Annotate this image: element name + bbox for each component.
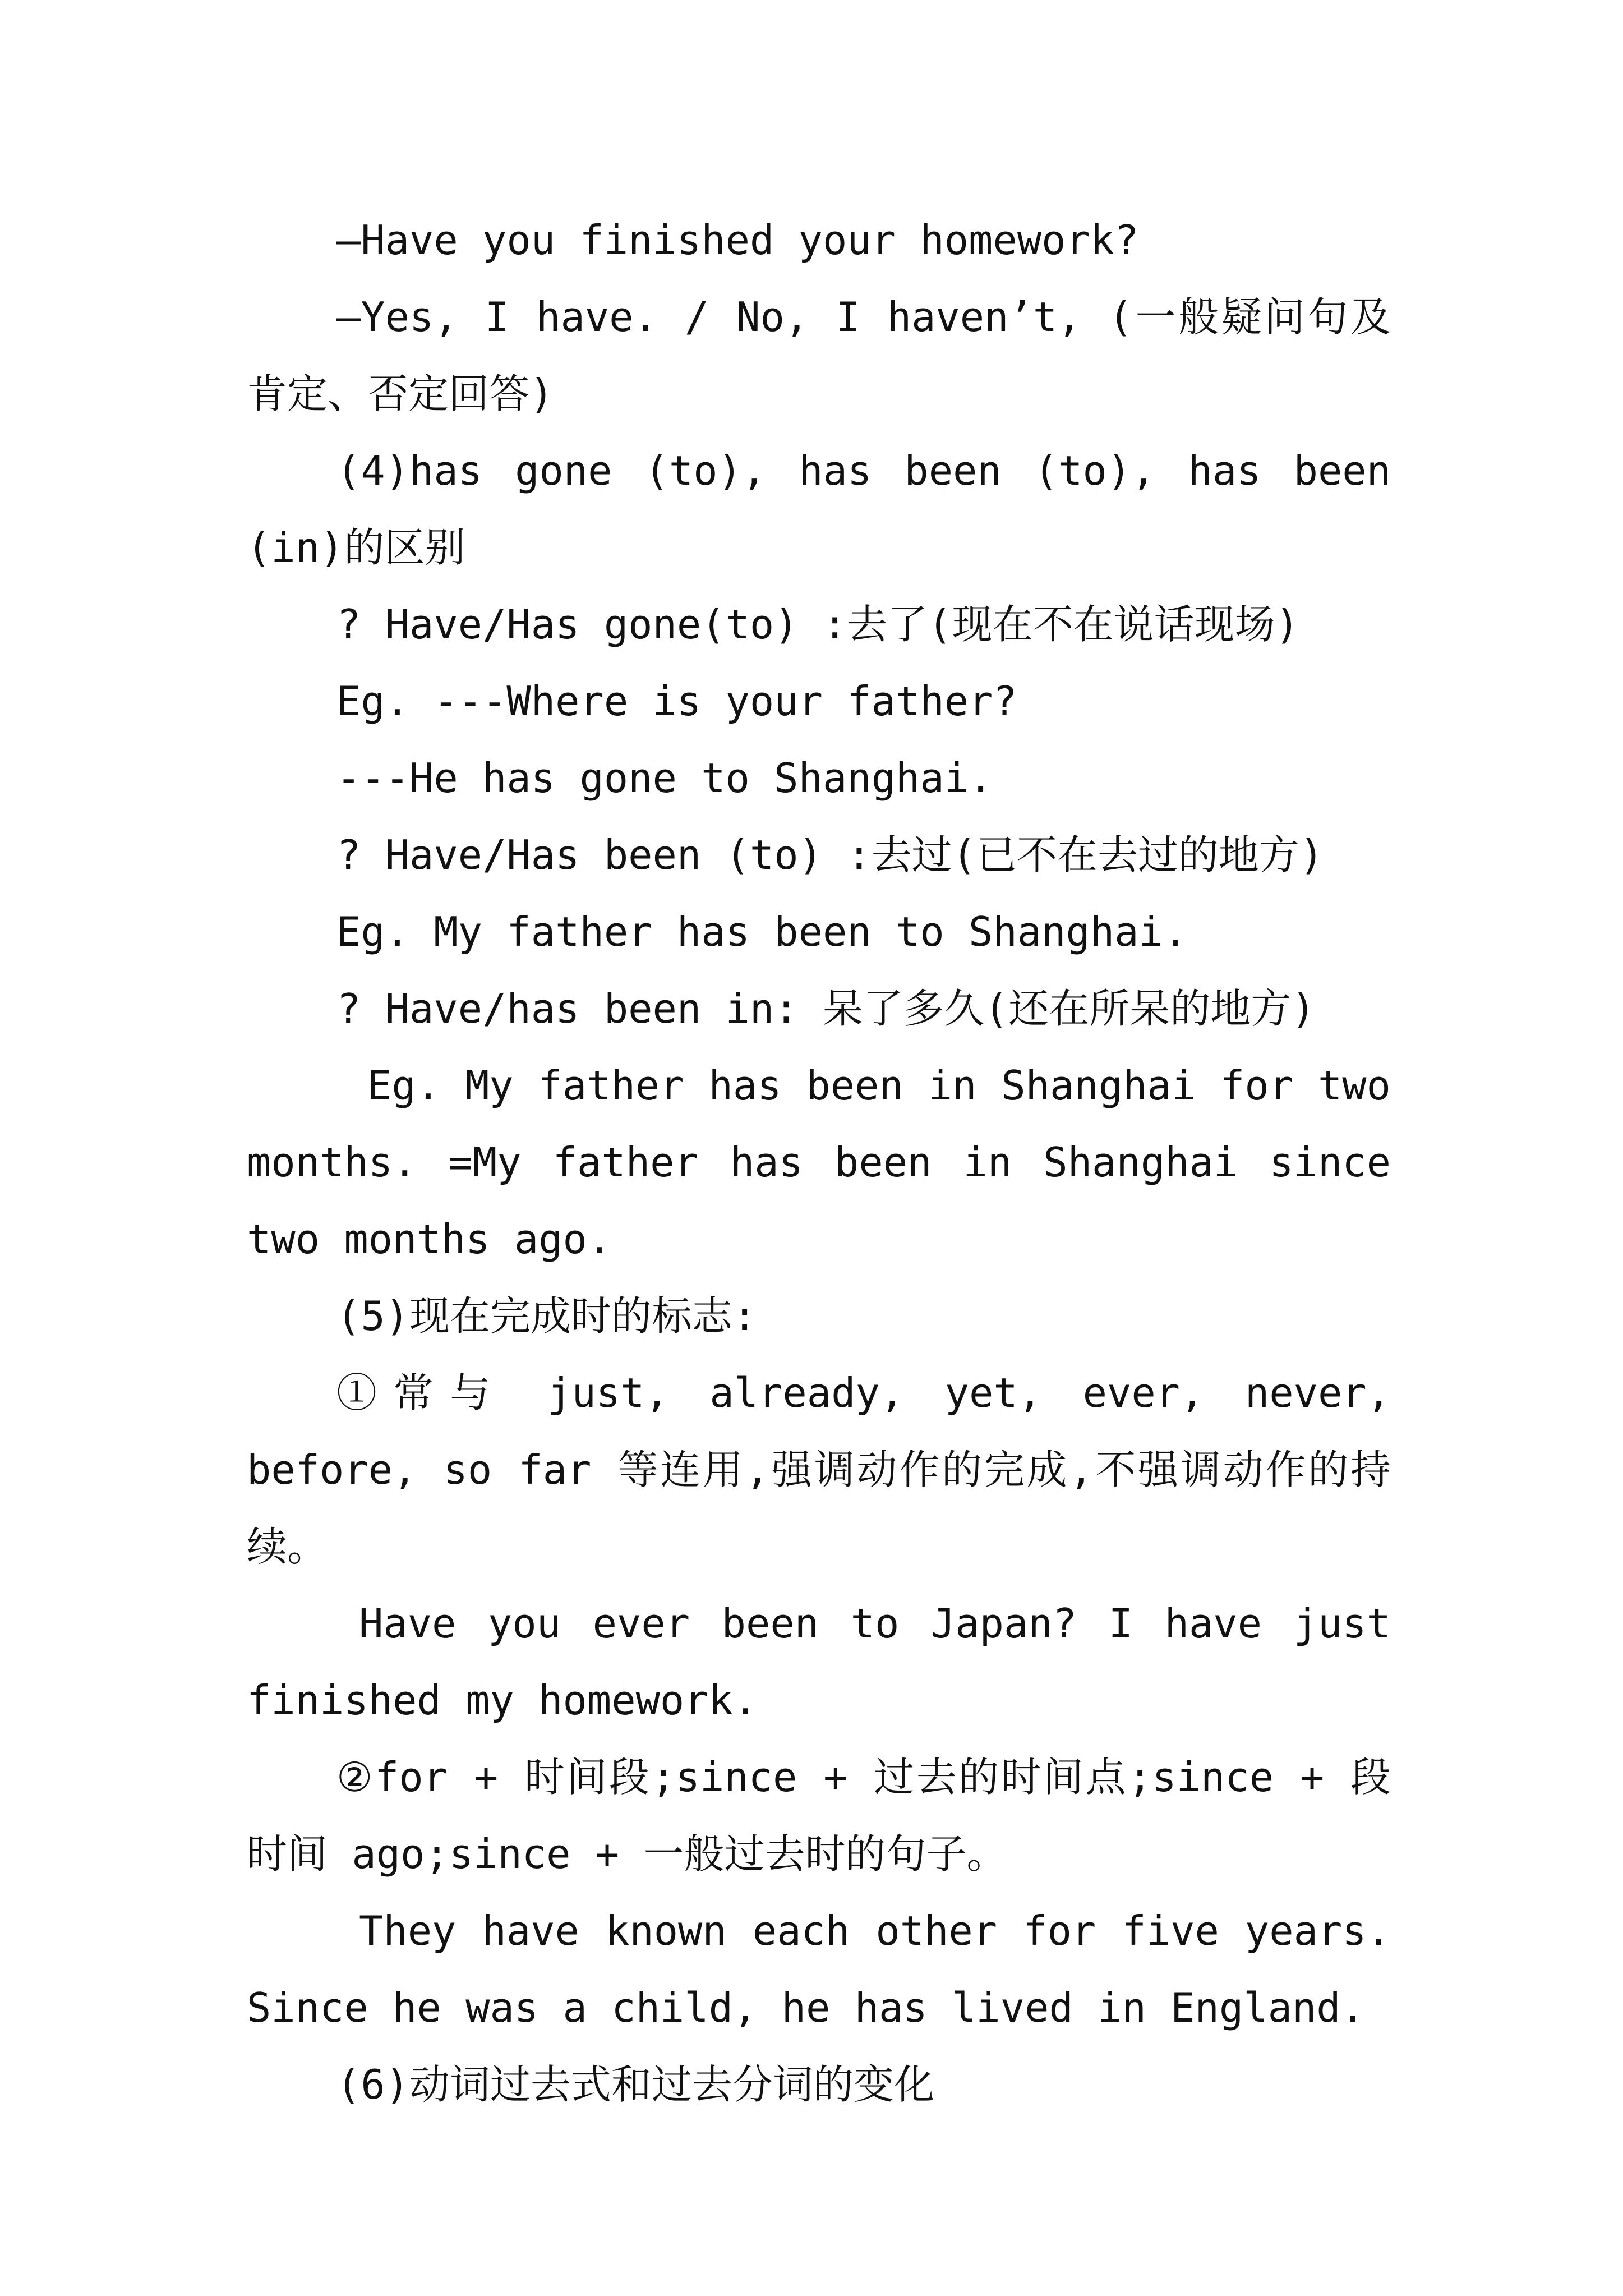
marker-rule-1: ①常与 just, already, yet, ever, never, before, so far 等连用,强调动作的完成,不强调动作的持续。 — [247, 1369, 1391, 1570]
section-4-heading: (4)has gone (to), has been (to), has been (in)的区别 — [247, 447, 1391, 571]
section-6-heading: (6)动词过去式和过去分词的变化 — [336, 2061, 935, 2108]
marker-rule-2-example: They have known each other for five years. Since he was a child, he has lived in England. — [247, 1907, 1391, 2031]
marker-rule-1-example: Have you ever been to Japan? I have just finished my homework. — [247, 1600, 1391, 1724]
document-page — [247, 202, 1391, 2123]
been-to-example: Eg. My father has been to Shanghai. — [336, 908, 1188, 955]
been-in-example: Eg. My father has been in Shanghai for two months. =My father has been in Shanghai since two months ago. — [247, 1062, 1391, 1263]
gone-to-rule: ? Have/Has gone(to) :去了(现在不在说话现场) — [336, 601, 1299, 648]
dialog-question: —Have you finished your homework? — [336, 217, 1139, 264]
been-in-rule: ? Have/has been in: 呆了多久(还在所呆的地方) — [336, 985, 1316, 1032]
been-to-rule: ? Have/Has been (to) :去过(已不在去过的地方) — [336, 831, 1324, 878]
section-5-heading: (5)现在完成时的标志: — [336, 1292, 757, 1340]
gone-to-example-question: Eg. ---Where is your father? — [336, 678, 1017, 725]
gone-to-example-answer: ---He has gone to Shanghai. — [336, 754, 993, 802]
dialog-answer: —Yes, I have. / No, I haven’t, (一般疑问句及肯定、否定回答) — [247, 293, 1391, 417]
marker-rule-2: ②for + 时间段;since + 过去的时间点;since + 段时间 ago;since + 一般过去时的句子。 — [247, 1754, 1391, 1878]
